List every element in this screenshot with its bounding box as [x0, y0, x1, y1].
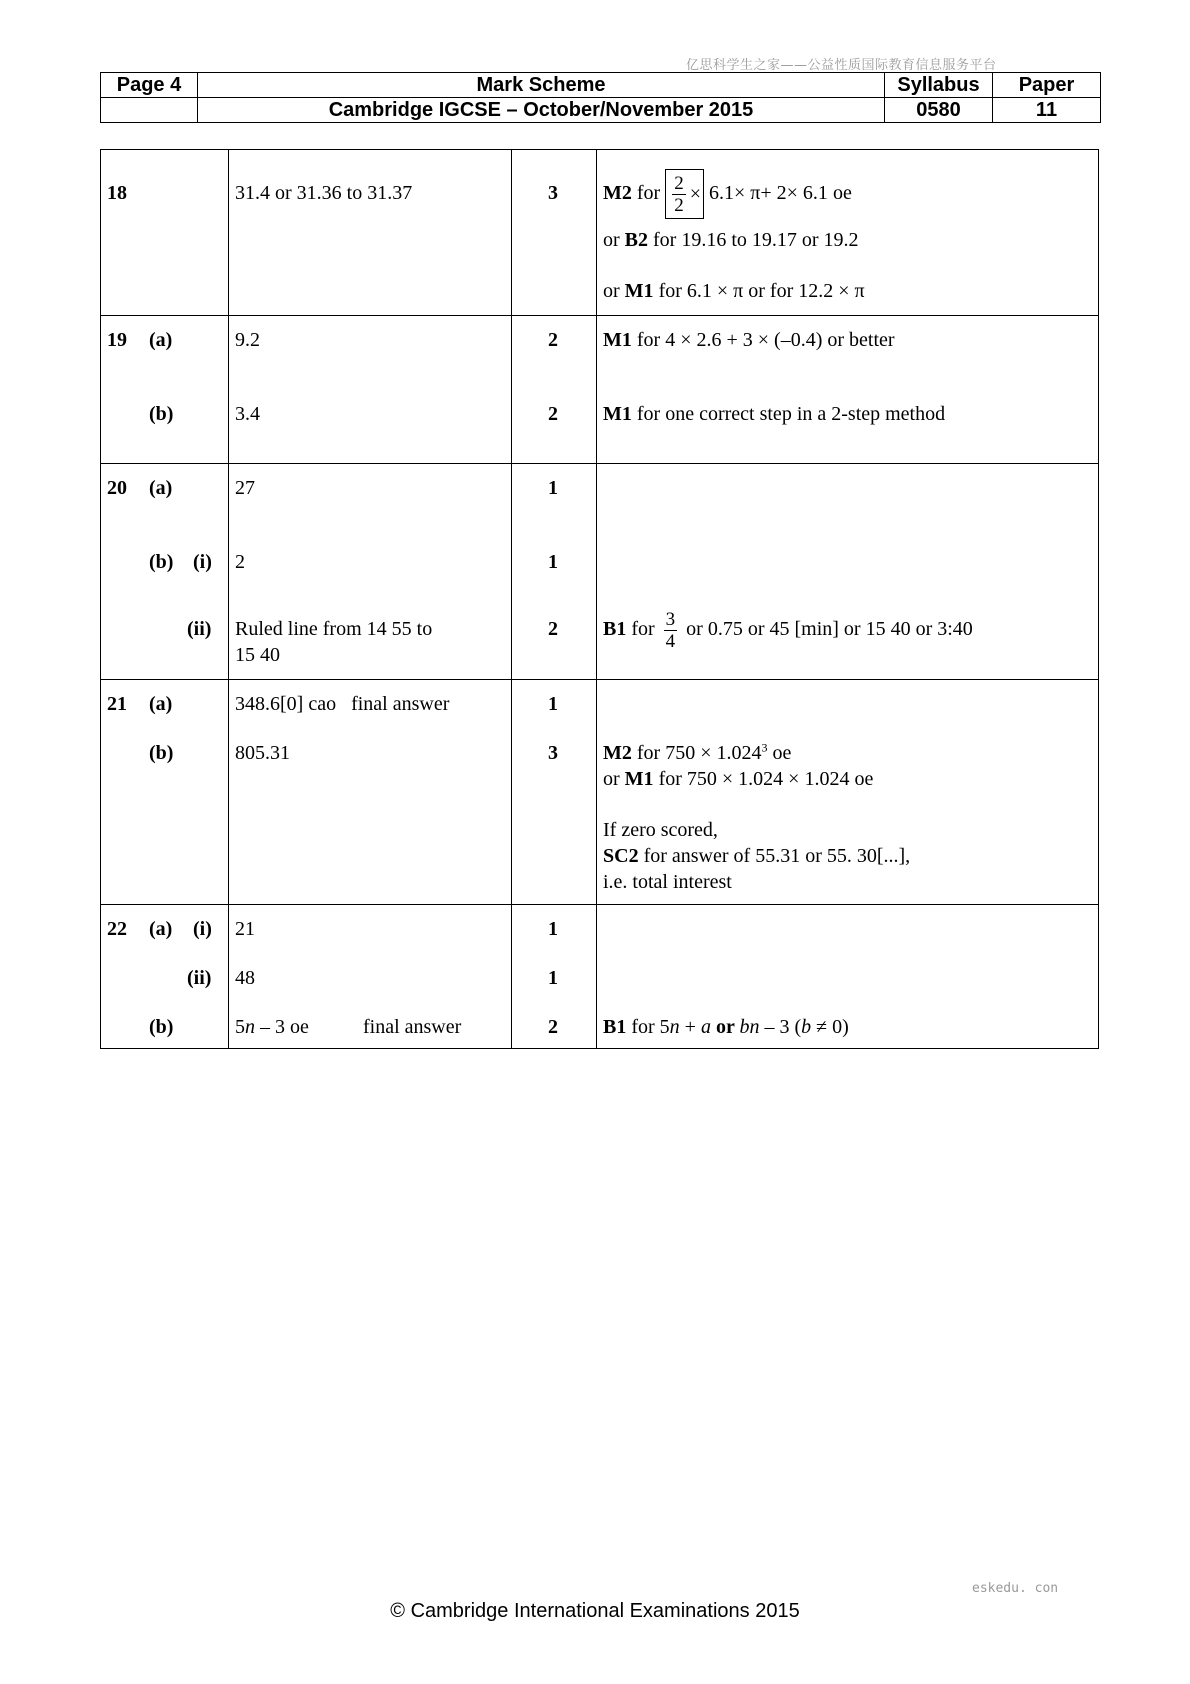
expression: 6.1× π+ 2× 6.1 — [709, 182, 828, 204]
mark-scheme-table — [100, 149, 1099, 1049]
or-label: or — [603, 229, 620, 251]
part-label: (a) — [149, 693, 173, 715]
part-label: (a) — [149, 329, 173, 351]
mark-code: M2 — [603, 182, 632, 204]
fraction — [664, 609, 678, 652]
header-table — [100, 72, 1101, 123]
guidance-text: or 0.75 or 45 [min] or 15 40 or 3:40 — [686, 618, 973, 640]
fraction-numerator: 3 — [665, 608, 676, 630]
mark-code: SC2 — [603, 845, 639, 867]
page-label: Page 4 — [101, 73, 198, 98]
part-label: (b) — [149, 742, 174, 764]
subpart-label: (ii) — [187, 967, 212, 989]
paper-label: Paper — [993, 73, 1101, 98]
answer: 805.31 — [235, 742, 290, 764]
guidance-text: for 750 × 1.024 × 1.024 oe — [658, 768, 874, 790]
syllabus-label: Syllabus — [885, 73, 993, 98]
subpart-label: (i) — [193, 918, 212, 940]
guidance-m2 — [603, 164, 852, 222]
guidance-note: If zero scored, — [603, 819, 718, 841]
fraction-numerator: 2 — [674, 172, 684, 194]
guidance-b2 — [603, 227, 859, 253]
guidance — [603, 1014, 849, 1040]
watermark-top: 亿思科学生之家——公益性质国际教育信息服务平台 — [686, 58, 997, 73]
answer: 21 — [235, 918, 255, 940]
part-label: (b) — [149, 403, 174, 425]
or-label: or — [603, 768, 620, 790]
marks: 1 — [548, 918, 558, 940]
answer: 3.4 — [235, 403, 260, 425]
row-divider — [101, 679, 1098, 680]
variable-n: n — [669, 1016, 680, 1038]
or-label: or — [710, 1016, 740, 1038]
header-empty — [101, 98, 198, 123]
subpart-label: (ii) — [187, 618, 212, 640]
guidance-text: – 3 ( — [759, 1016, 802, 1038]
mark-code: M1 — [603, 403, 632, 425]
times-sign: × — [689, 183, 701, 206]
guidance-m2 — [603, 740, 791, 766]
guidance-text: ≠ 0) — [811, 1016, 849, 1038]
variable-b: b — [801, 1016, 812, 1038]
marks: 2 — [548, 1016, 558, 1038]
question-number: 22 — [107, 918, 127, 940]
guidance-text: for 5 — [631, 1016, 670, 1038]
marks: 1 — [548, 477, 558, 499]
part-label: (a) — [149, 477, 173, 499]
part-label: (b) — [149, 551, 174, 573]
oe-label: oe — [767, 742, 792, 764]
mark-code: B1 — [603, 618, 627, 640]
marks: 2 — [548, 618, 558, 640]
guidance-text: for 750 × 1.024 — [636, 742, 762, 764]
answer — [235, 1014, 309, 1040]
exponent: 3 — [761, 740, 768, 755]
mark-code: B1 — [603, 1016, 627, 1038]
answer: 31.4 or 31.36 to 31.37 — [235, 182, 413, 204]
mark-code: B2 — [624, 229, 649, 251]
guidance-text: for 19.16 to 19.17 or 19.2 — [653, 229, 859, 251]
syllabus-code: 0580 — [885, 98, 993, 123]
guidance — [603, 401, 945, 427]
question-number: 19 — [107, 329, 127, 351]
subpart-label: (i) — [193, 551, 212, 573]
question-number: 20 — [107, 477, 127, 499]
guidance-text: for — [631, 618, 655, 640]
column-divider — [228, 150, 229, 1048]
bracket-expression — [665, 169, 704, 219]
variable-n: n — [245, 1016, 255, 1038]
mark-code: M1 — [624, 280, 654, 302]
mark-code: M1 — [603, 329, 632, 351]
variable-n: n — [749, 1016, 760, 1038]
oe-label: oe — [832, 182, 852, 204]
marks: 2 — [548, 329, 558, 351]
final-answer-note: final answer — [363, 1016, 462, 1038]
column-divider — [596, 150, 597, 1048]
marks: 2 — [548, 403, 558, 425]
marks: 3 — [548, 742, 558, 764]
question-number: 18 — [107, 182, 127, 204]
answer: 48 — [235, 967, 255, 989]
marks: 3 — [548, 182, 558, 204]
guidance-text: for 4 × 2.6 + 3 × (–0.4) or better — [636, 329, 895, 351]
question-number: 21 — [107, 693, 127, 715]
variable-a: a — [700, 1016, 711, 1038]
guidance-text: for answer of 55.31 or 55. 30[...], — [643, 845, 911, 867]
row-divider — [101, 904, 1098, 905]
guidance-sc2 — [603, 843, 910, 869]
watermark-bottom: eskedu. con — [972, 1581, 1059, 1596]
guidance-text: + — [679, 1016, 701, 1038]
doc-title: Mark Scheme — [198, 73, 885, 98]
row-divider — [101, 463, 1098, 464]
guidance-m1 — [603, 278, 865, 304]
guidance-note: i.e. total interest — [603, 871, 732, 893]
or-label: or — [603, 280, 620, 302]
column-divider — [511, 150, 512, 1048]
guidance-text: for 6.1 × π or for 12.2 × π — [658, 280, 865, 302]
guidance-text: for one correct step in a 2-step method — [636, 403, 946, 425]
part-label: (a) — [149, 918, 173, 940]
row-divider — [101, 315, 1098, 316]
guidance-text: for — [636, 182, 661, 204]
answer: 348.6[0] cao final answer — [235, 693, 450, 715]
answer-rest: – 3 oe — [255, 1016, 309, 1038]
answer-coefficient: 5 — [235, 1016, 245, 1038]
mark-code: M1 — [624, 768, 654, 790]
fraction — [672, 173, 686, 216]
answer: 2 — [235, 551, 245, 573]
answer: Ruled line from 14 55 to — [235, 618, 433, 640]
part-label: (b) — [149, 1016, 174, 1038]
answer: 27 — [235, 477, 255, 499]
guidance-m1 — [603, 766, 873, 792]
fraction-denominator: 2 — [674, 194, 684, 216]
marks: 1 — [548, 551, 558, 573]
paper-number: 11 — [993, 98, 1101, 123]
mark-code: M2 — [603, 742, 632, 764]
marks: 1 — [548, 693, 558, 715]
answer-continued: 15 40 — [235, 644, 280, 666]
answer: 9.2 — [235, 329, 260, 351]
variable-b: b — [739, 1016, 750, 1038]
guidance — [603, 600, 973, 658]
guidance — [603, 327, 895, 353]
marks: 1 — [548, 967, 558, 989]
exam-name: Cambridge IGCSE – October/November 2015 — [198, 98, 885, 123]
fraction-denominator: 4 — [665, 630, 676, 652]
copyright-footer: © Cambridge International Examinations 2015 — [390, 1600, 800, 1622]
